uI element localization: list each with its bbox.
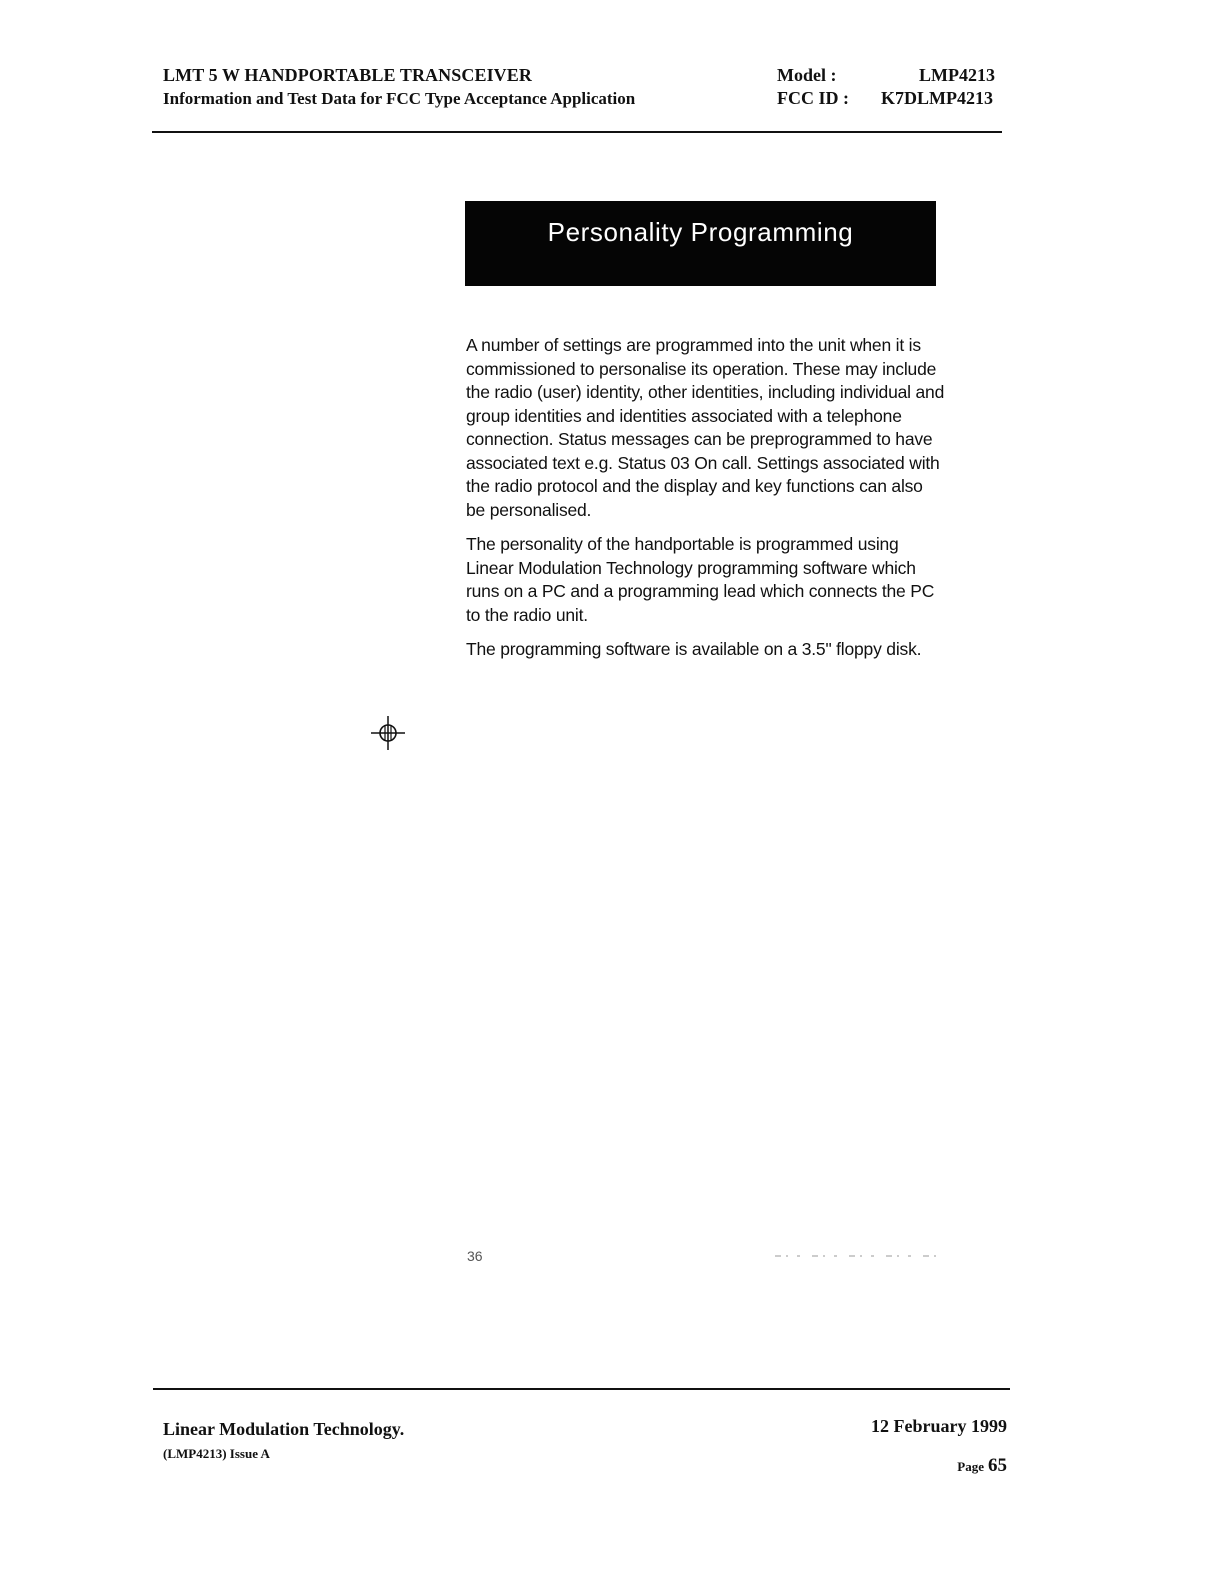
section-heading-banner — [465, 201, 936, 286]
model-info — [777, 64, 995, 110]
section-heading: Personality Programming — [547, 217, 854, 247]
page-label: Page — [957, 1459, 984, 1474]
paragraph: The personality of the handportable is programmed using Linear Modulation Technology programming software which runs on a PC and a programming lead which connects the PC to the radio unit. — [466, 534, 935, 625]
model-row — [777, 64, 995, 87]
fcc-id-value: K7DLMP4213 — [881, 88, 993, 108]
scan-page-number: 36 — [467, 1248, 483, 1264]
issue-label: (LMP4213) Issue A — [163, 1446, 270, 1461]
fcc-id-label: FCC ID : — [777, 88, 849, 108]
body-text — [466, 334, 946, 673]
paragraph: The programming software is available on a 3.5" floppy disk. — [466, 639, 922, 659]
model-value: LMP4213 — [919, 65, 995, 85]
document-subtitle: Information and Test Data for FCC Type Acceptance Application — [163, 89, 636, 108]
document-title: LMT 5 W HANDPORTABLE TRANSCEIVER — [163, 65, 532, 85]
fcc-id-row — [777, 87, 995, 110]
footer-page — [957, 1455, 1007, 1477]
header-divider — [152, 131, 1002, 133]
paragraph: A number of settings are programmed into the unit when it is commissioned to personalise its operation. These may include the radio (user) identity, other identities, including individual and group identities and identities associated with a telephone connection. Status messages can be preprogrammed to have associated text e.g. Status 03 On call. Settings associated with the radio protocol and the display and key functions can also be personalised. — [466, 335, 945, 520]
company-name: Linear Modulation Technology. — [163, 1419, 405, 1439]
scan-noise — [775, 1254, 945, 1258]
model-label: Model : — [777, 65, 837, 85]
page-number: 65 — [988, 1455, 1007, 1476]
document-header — [163, 64, 635, 110]
footer-divider — [153, 1388, 1010, 1390]
footer-date: 12 February 1999 — [871, 1416, 1007, 1436]
registration-mark-icon — [370, 715, 406, 751]
footer-company-block — [163, 1419, 404, 1462]
